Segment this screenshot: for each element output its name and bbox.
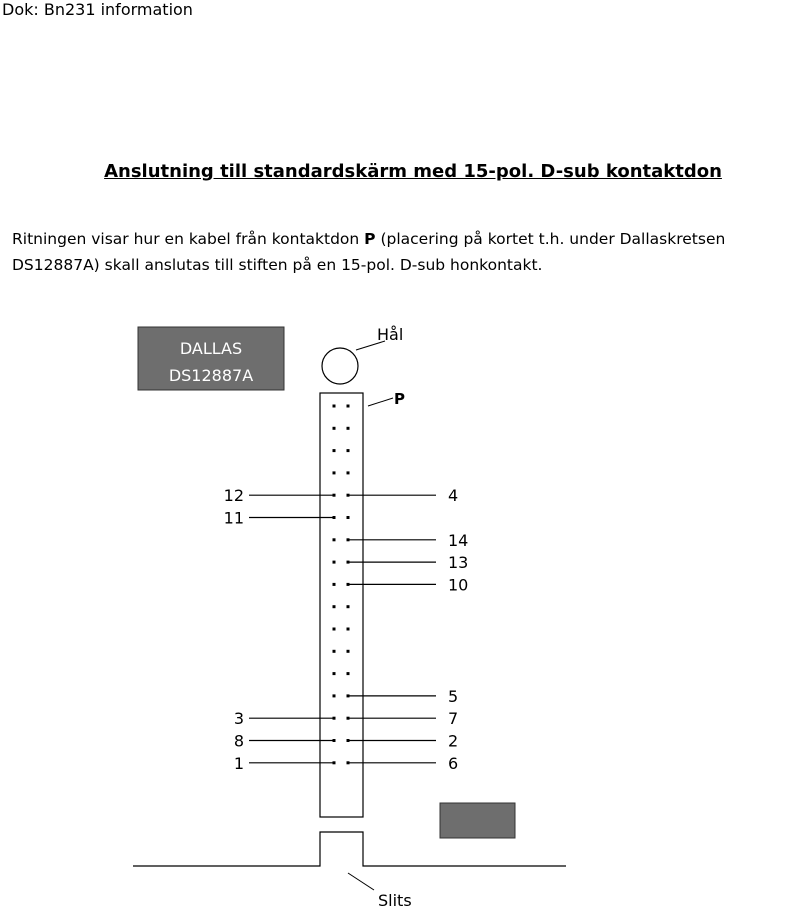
dsub-pin-label: 10 [448, 575, 469, 595]
slot-label: Slits [378, 891, 412, 908]
header-pin [333, 427, 336, 430]
header-pin [333, 471, 336, 474]
header-pin [333, 583, 336, 586]
header-pin [333, 538, 336, 541]
dsub-pin-label: 12 [223, 486, 244, 506]
header-pin [333, 650, 336, 653]
header-pin [347, 405, 350, 408]
document-reference: Dok: Bn231 information [2, 0, 193, 19]
dsub-pin-label: 1 [233, 753, 244, 773]
header-pin [347, 471, 350, 474]
intro-text-3: DS12887A) skall anslutas till stiften på en 15-pol. D-sub honkontakt. [12, 256, 543, 274]
intro-connector-ref: P [364, 230, 376, 248]
header-pin [333, 628, 336, 631]
intro-text-1: Ritningen visar hur en kabel från kontaktdon [12, 230, 365, 248]
slot-leader-line [348, 873, 374, 890]
dsub-pin-label: 2 [448, 731, 459, 751]
header-pin [347, 672, 350, 675]
header-pin [333, 672, 336, 675]
dsub-pin-label: 13 [448, 553, 469, 573]
header-pin [333, 694, 336, 697]
page-title: Anslutning till standardskärm med 15-pol. D-sub kontaktdon [104, 161, 722, 182]
dsub-pin-label: 5 [448, 686, 459, 706]
dsub-pin-label: 4 [448, 486, 459, 506]
header-pin [347, 650, 350, 653]
header-pin [333, 561, 336, 564]
dsub-pin-label: 11 [223, 508, 244, 528]
connector-p-leader-line [368, 398, 393, 406]
connector-p-outline [320, 393, 363, 817]
hole-label: Hål [377, 325, 404, 344]
connector-p-label: P [394, 390, 405, 408]
mounting-hole [322, 348, 358, 384]
dsub-pin-label: 3 [233, 709, 244, 729]
header-pin [347, 427, 350, 430]
dsub-pin-label: 8 [233, 731, 244, 751]
dsub-pin-label: 14 [448, 530, 469, 550]
header-pin [333, 449, 336, 452]
chip-label-line1: DALLAS [179, 339, 243, 358]
chip-label-line2: DS12887A [168, 366, 254, 385]
header-pin [333, 605, 336, 608]
header-pin [347, 628, 350, 631]
component-block [440, 803, 515, 838]
header-pin [347, 449, 350, 452]
header-pin [347, 605, 350, 608]
intro-text-2: (placering på kortet t.h. under Dallaskretsen [375, 230, 726, 248]
dsub-pin-label: 7 [448, 709, 459, 729]
header-pin [347, 516, 350, 519]
header-pin [333, 405, 336, 408]
dsub-pin-label: 6 [448, 753, 459, 773]
